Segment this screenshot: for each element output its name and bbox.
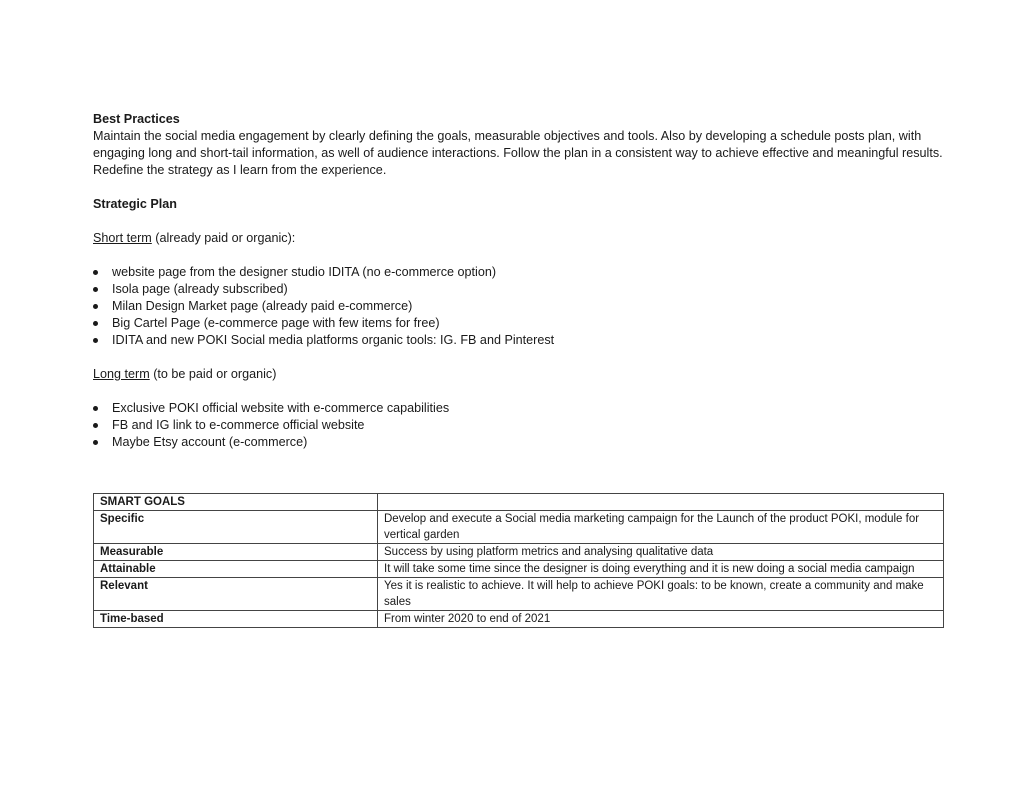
goal-value: Yes it is realistic to achieve. It will help to achieve POKI goals: to be known, create a community and make sales bbox=[378, 578, 944, 611]
long-term-line bbox=[93, 366, 953, 383]
spacer bbox=[93, 247, 953, 264]
goal-value: Develop and execute a Social media marketing campaign for the Launch of the product POKI, module for vertical garden bbox=[378, 511, 944, 544]
goal-key: Measurable bbox=[94, 544, 378, 561]
short-term-line bbox=[93, 230, 953, 247]
spacer bbox=[93, 349, 953, 366]
document-body bbox=[93, 111, 953, 451]
best-practices-paragraph: Maintain the social media engagement by clearly defining the goals, measurable objectives and tools. Also by developing a schedule posts plan, with engaging long and short-tail information, as well of audience interactions. Follow the plan in a consistent way to achieve effective and meaningful results. Redefine the strategy as I learn from the experience. bbox=[93, 129, 943, 177]
list-item: Milan Design Market page (already paid e-commerce) bbox=[93, 298, 953, 315]
table-row bbox=[94, 511, 944, 544]
smart-goals-table bbox=[93, 493, 944, 628]
spacer bbox=[93, 383, 953, 400]
table-row bbox=[94, 578, 944, 611]
goal-value: It will take some time since the designer is doing everything and it is new doing a social media campaign bbox=[378, 561, 944, 578]
table-header-row bbox=[94, 494, 944, 511]
table-header-cell: SMART GOALS bbox=[94, 494, 378, 511]
goal-key: Relevant bbox=[94, 578, 378, 611]
spacer bbox=[93, 213, 953, 230]
goal-key: Time-based bbox=[94, 611, 378, 628]
strategic-plan-heading: Strategic Plan bbox=[93, 197, 177, 211]
goal-key: Attainable bbox=[94, 561, 378, 578]
short-term-suffix: (already paid or organic): bbox=[151, 231, 296, 245]
goal-value: Success by using platform metrics and analysing qualitative data bbox=[378, 544, 944, 561]
goal-key: Specific bbox=[94, 511, 378, 544]
list-item: Maybe Etsy account (e-commerce) bbox=[93, 434, 953, 451]
list-item: Isola page (already subscribed) bbox=[93, 281, 953, 298]
short-term-list bbox=[93, 264, 953, 349]
spacer bbox=[93, 179, 953, 196]
list-item: Exclusive POKI official website with e-commerce capabilities bbox=[93, 400, 953, 417]
long-term-suffix: (to be paid or organic) bbox=[149, 367, 277, 381]
table-row bbox=[94, 544, 944, 561]
list-item: website page from the designer studio IDITA (no e-commerce option) bbox=[93, 264, 953, 281]
list-item: FB and IG link to e-commerce official website bbox=[93, 417, 953, 434]
best-practices-heading: Best Practices bbox=[93, 112, 180, 126]
short-term-label: Short term bbox=[93, 231, 152, 245]
list-item: IDITA and new POKI Social media platforms organic tools: IG. FB and Pinterest bbox=[93, 332, 953, 349]
table-row bbox=[94, 611, 944, 628]
table-row bbox=[94, 561, 944, 578]
long-term-label: Long term bbox=[93, 367, 150, 381]
goal-value: From winter 2020 to end of 2021 bbox=[378, 611, 944, 628]
list-item: Big Cartel Page (e-commerce page with few items for free) bbox=[93, 315, 953, 332]
table-header-empty-cell bbox=[378, 494, 944, 511]
long-term-list bbox=[93, 400, 953, 451]
